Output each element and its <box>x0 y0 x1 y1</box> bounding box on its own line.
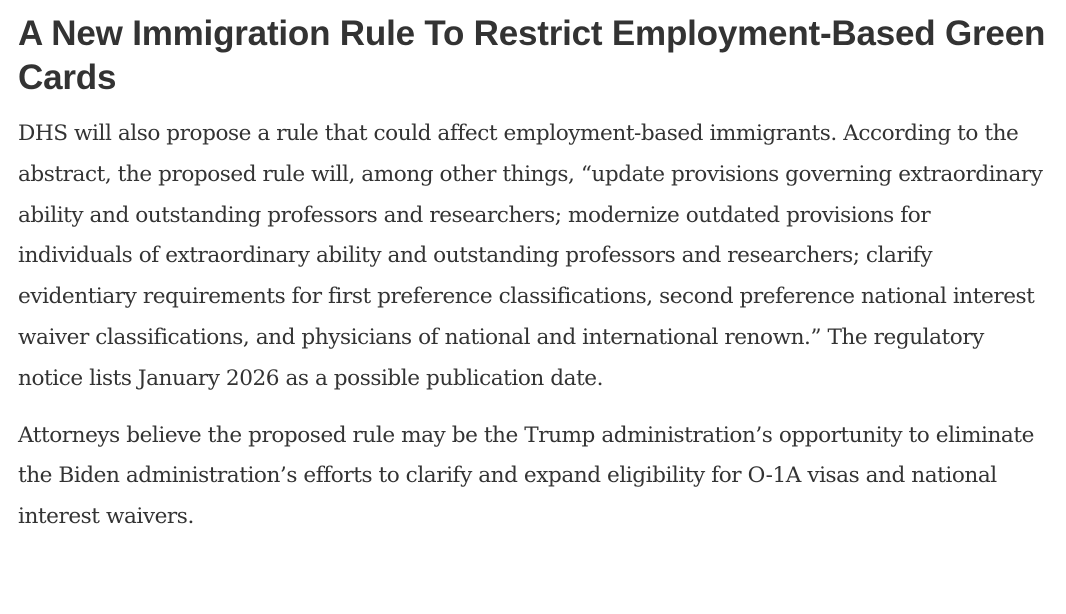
article-paragraph-dhs-rule: DHS will also propose a rule that could affect employment-based immigrants. According to the abstract, the proposed rule will, among other things, “update provisions governing extraordinary ability and outstanding professors and researchers; modernize outdated provisions for individuals of extraordinary ability and outstanding professors and researchers; clarify evidentiary requirements for first preference classifications, second preference national interest waiver classifications, and physicians of national and international renown.” The regulatory notice lists January 2026 as a possible publication date. <box>18 121 1043 391</box>
article-paragraph-attorneys: Attorneys believe the proposed rule may be the Trump administration’s opportunity to eliminate the Biden administration’s efforts to clarify and expand eligibility for O-1A visas and national interest waivers. <box>18 422 1034 530</box>
article-body <box>18 12 1048 554</box>
article-headline: A New Immigration Rule To Restrict Employment-Based Green Cards <box>18 14 1046 97</box>
